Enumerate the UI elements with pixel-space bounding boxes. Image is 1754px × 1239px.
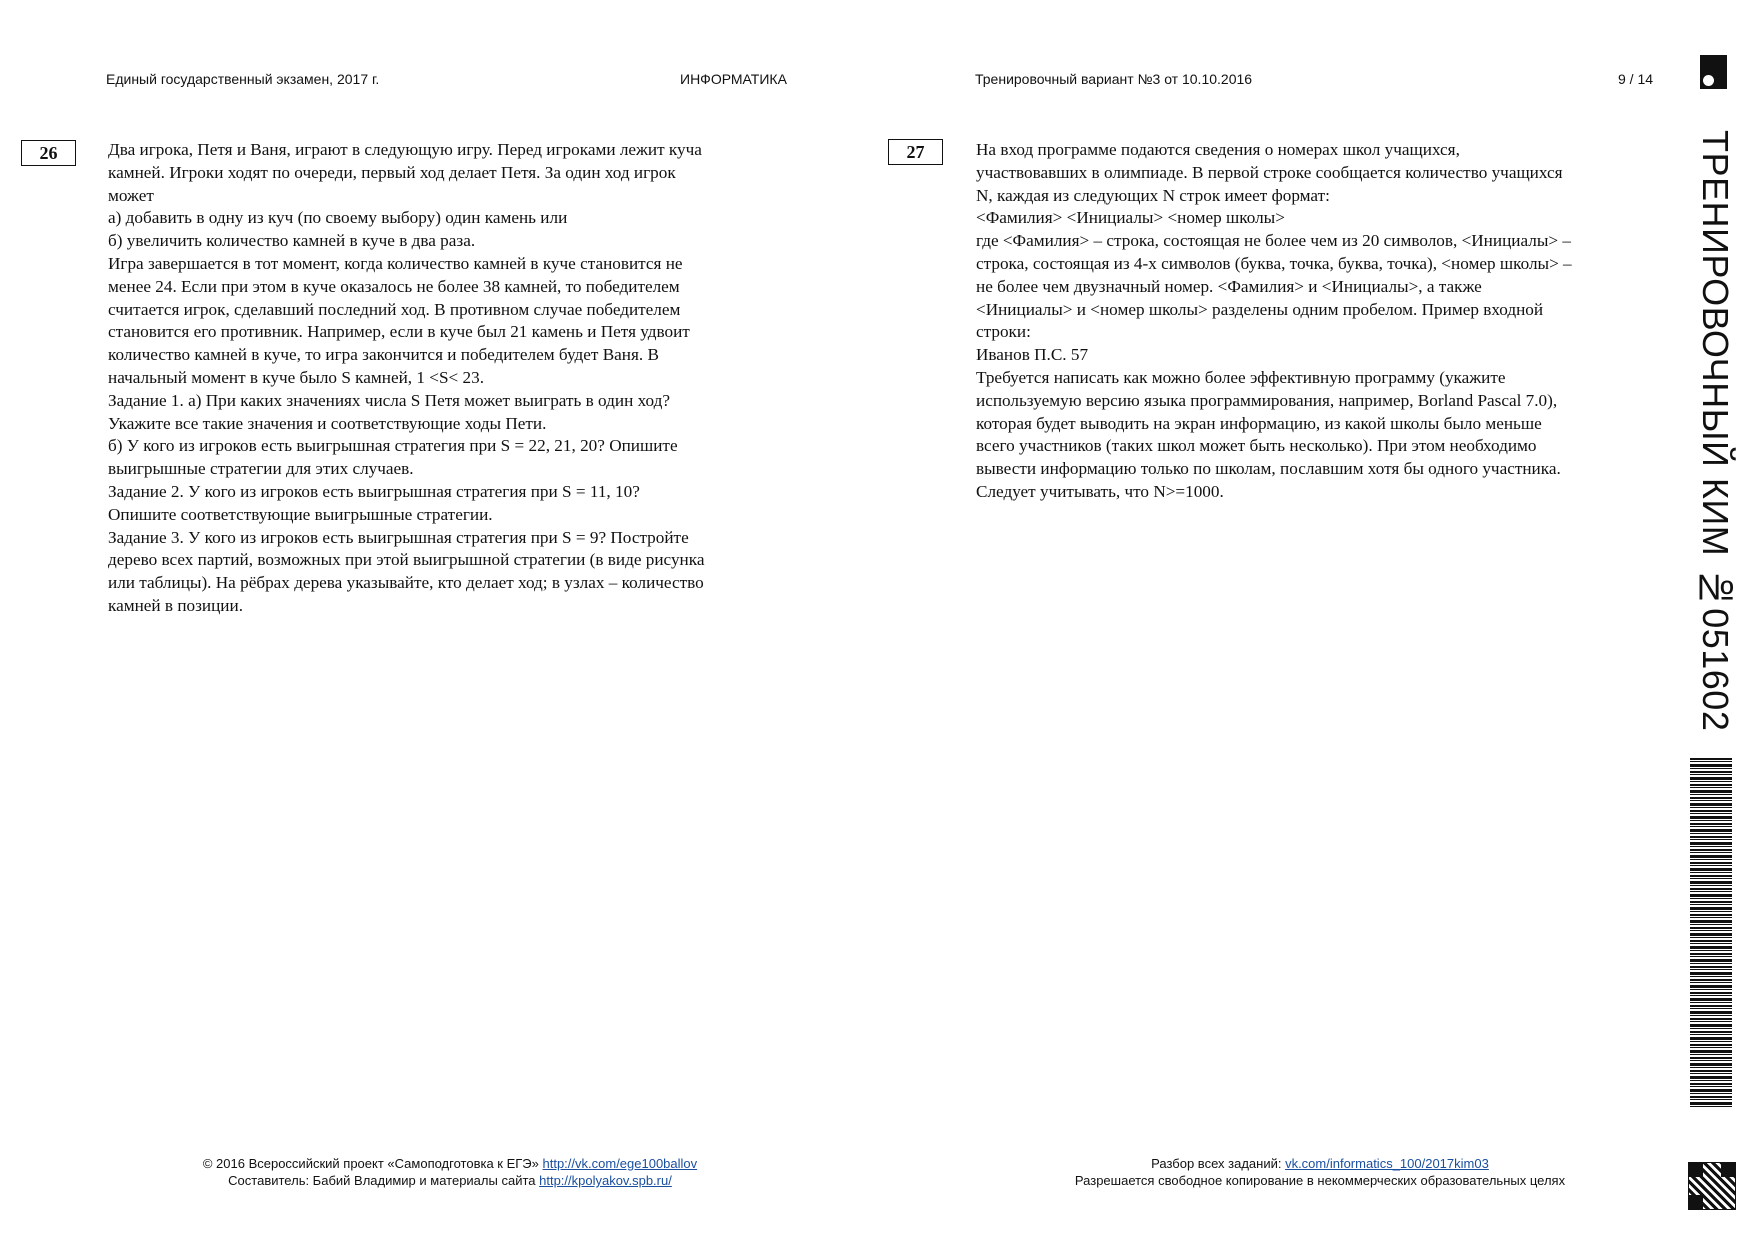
task-line: Задание 1. а) При каких значениях числа S Петя может выиграть в один ход?: [108, 390, 670, 410]
corner-mark-dot: [1703, 75, 1714, 86]
task-line: б) У кого из игроков есть выигрышная стратегия при S = 22, 21, 20? Опишите: [108, 436, 678, 456]
footer-copyright-line: [140, 1155, 760, 1172]
task-line: становится его противник. Например, если в куче был 21 камень и Петя удвоит: [108, 322, 690, 342]
task-line: <Фамилия> <Инициалы> <номер школы>: [976, 208, 1285, 228]
task-line: Опишите соответствующие выигрышные стратегии.: [108, 504, 493, 524]
footer-license-text: Разрешается свободное копирование в некоммерческих образовательных целях: [1074, 1173, 1566, 1188]
task-line: камней в позиции.: [108, 595, 243, 615]
header-page-number: 9 / 14: [1618, 71, 1654, 87]
task-line: которая будет выводить на экран информацию, из какой школы было меньше: [976, 413, 1542, 433]
task-26-text: [108, 139, 808, 618]
task-line: используемую версию языка программирования, например, Borland Pascal 7.0),: [976, 390, 1558, 410]
task-line: камней. Игроки ходят по очереди, первый ход делает Петя. За один ход игрок: [108, 162, 676, 182]
footer-copyright-text: © 2016 Всероссийский проект «Самоподготовка к ЕГЭ»: [202, 1156, 543, 1171]
task-line: участвовавших в олимпиаде. В первой строке сообщается количество учащихся: [976, 162, 1563, 182]
qr-code-image: [1688, 1162, 1736, 1210]
task-line: Следует учитывать, что N>=1000.: [976, 481, 1224, 501]
header-subject: ИНФОРМАТИКА: [680, 71, 787, 87]
side-title-text: ТРЕНИРОВОЧНЫЙ КИМ №051602: [1695, 130, 1736, 732]
task-line: менее 24. Если при этом в куче оказалось не более 38 камней, то победителем: [108, 276, 680, 296]
task-line: а) добавить в одну из куч (по своему выбору) один камень или: [108, 208, 568, 228]
task-line: считается игрок, сделавший последний ход. В противном случае победителем: [108, 299, 681, 319]
side-title: [1690, 130, 1740, 732]
task-line: Укажите все такие значения и соответствующие ходы Пети.: [108, 413, 547, 433]
task-line: б) увеличить количество камней в куче в два раза.: [108, 231, 476, 251]
barcode-image: [1690, 758, 1732, 1108]
footer-analysis-text: Разбор всех заданий:: [1151, 1156, 1286, 1171]
vk-informatics-link[interactable]: vk.com/informatics_100/2017kim03: [1285, 1156, 1489, 1171]
footer-left: [140, 1155, 760, 1189]
task-line: или таблицы). На рёбрах дерева указывайте, кто делает ход; в узлах – количество: [108, 573, 704, 593]
task-line: не более чем двузначный номер. <Фамилия> и <Инициалы>, а также: [976, 276, 1482, 296]
task-line: начальный момент в куче было S камней, 1 <S< 23.: [108, 367, 485, 387]
footer-author-text: Составитель: Бабий Владимир и материалы сайта: [228, 1173, 540, 1188]
header-exam-title: Единый государственный экзамен, 2017 г.: [106, 71, 380, 87]
kpolyakov-link[interactable]: http://kpolyakov.spb.ru/: [539, 1173, 672, 1188]
header-variant: Тренировочный вариант №3 от 10.10.2016: [975, 71, 1253, 87]
footer-analysis-line: [1010, 1155, 1630, 1172]
task-27-text: [976, 139, 1676, 504]
vk-ege-link[interactable]: http://vk.com/ege100ballov: [542, 1156, 698, 1171]
task-line: строка, состоящая из 4-х символов (буква, точка, буква, точка), <номер школы> –: [976, 253, 1572, 273]
corner-registration-mark: [1700, 55, 1727, 89]
task-line: На вход программе подаются сведения о номерах школ учащихся,: [976, 140, 1460, 159]
task-line: выигрышные стратегии для этих случаев.: [108, 459, 414, 479]
task-line: Задание 3. У кого из игроков есть выигрышная стратегия при S = 9? Постройте: [108, 527, 689, 547]
task-line: Иванов П.С. 57: [976, 345, 1089, 365]
task-line: <Инициалы> и <номер школы> разделены одним пробелом. Пример входной: [976, 299, 1544, 319]
task-line: строки:: [976, 322, 1031, 342]
task-line: может: [108, 185, 154, 205]
task-line: N, каждая из следующих N строк имеет формат:: [976, 185, 1330, 205]
task-line: где <Фамилия> – строка, состоящая не более чем из 20 символов, <Инициалы> –: [976, 231, 1571, 251]
task-line: Два игрока, Петя и Ваня, играют в следующую игру. Перед игроками лежит куча: [108, 140, 702, 159]
task-line: дерево всех партий, возможных при этой выигрышной стратегии (в виде рисунка: [108, 550, 705, 570]
task-line: количество камней в куче, то игра закончится и победителем будет Ваня. В: [108, 345, 659, 365]
task-number-box: 26: [21, 140, 76, 166]
task-number-box: 27: [888, 139, 943, 165]
footer-right: [1010, 1155, 1630, 1189]
task-line: Задание 2. У кого из игроков есть выигрышная стратегия при S = 11, 10?: [108, 481, 640, 501]
task-line: вывести информацию только по школам, пославшим хотя бы одного участника.: [976, 459, 1561, 479]
footer-author-line: [140, 1172, 760, 1189]
task-line: всего участников (таких школ может быть несколько). При этом необходимо: [976, 436, 1537, 456]
task-line: Требуется написать как можно более эффективную программу (укажите: [976, 367, 1506, 387]
task-line: Игра завершается в тот момент, когда количество камней в куче становится не: [108, 253, 683, 273]
